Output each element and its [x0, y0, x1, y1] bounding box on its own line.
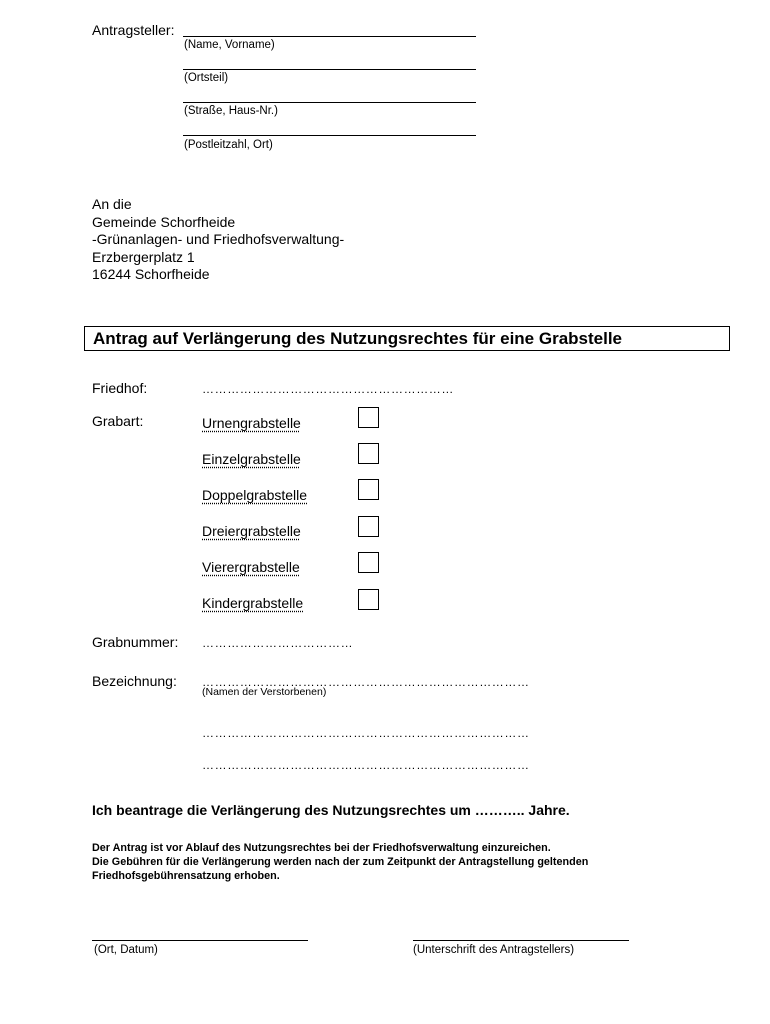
bezeichnung-hint: (Namen der Verstorbenen) [202, 686, 327, 698]
signature-line[interactable] [413, 940, 629, 941]
place-date-line[interactable] [92, 940, 308, 941]
friedhof-label: Friedhof: [92, 380, 148, 396]
recipient-line: Gemeinde Schorfheide [92, 213, 236, 230]
grabart-option-label: Einzelgrabstelle [202, 451, 301, 467]
note-line: Die Gebühren für die Verlängerung werden nach der zum Zeitpunkt der Antragstellung geltenden [92, 856, 589, 868]
bezeichnung-input-2[interactable]: …………………………………………………………………… [202, 726, 530, 740]
vierergrabstelle-checkbox[interactable] [358, 552, 379, 573]
grabart-option-kindergrabstelle [202, 595, 303, 611]
grabart-option-label: Urnengrabstelle [202, 415, 301, 431]
grabart-option-vierergrabstelle [202, 559, 300, 575]
einzelgrabstelle-checkbox[interactable] [358, 443, 379, 464]
grabnummer-label: Grabnummer: [92, 634, 179, 650]
postcode-field-line[interactable] [183, 135, 476, 136]
kindergrabstelle-checkbox[interactable] [358, 589, 379, 610]
grabart-option-dreiergrabstelle [202, 523, 301, 539]
doppelgrabstelle-checkbox[interactable] [358, 479, 379, 500]
title-box [84, 326, 730, 351]
street-field-line[interactable] [183, 102, 476, 103]
recipient-line: 16244 Schorfheide [92, 266, 210, 282]
notes [92, 841, 588, 883]
place-date-label: (Ort, Datum) [94, 944, 158, 956]
applicant-label: Antragsteller: [92, 22, 175, 38]
recipient-line: Erzbergerplatz 1 [92, 248, 195, 265]
signature-label: (Unterschrift des Antragstellers) [413, 944, 575, 956]
page-title: Antrag auf Verlängerung des Nutzungsrechtes für eine Grabstelle [93, 329, 623, 348]
grabart-option-label: Dreiergrabstelle [202, 523, 301, 539]
grabnummer-input[interactable]: ……………………………… [202, 636, 354, 650]
grabart-option-label: Kindergrabstelle [202, 595, 304, 611]
ortsteil-field-hint: (Ortsteil) [184, 72, 229, 84]
recipient-line: -Grünanlagen- und Friedhofsverwaltung- [92, 231, 345, 247]
ortsteil-field-line[interactable] [183, 69, 476, 70]
name-field-line[interactable] [183, 36, 476, 37]
renewal-statement: Ich beantrage die Verlängerung des Nutzungsrechtes um ……….. Jahre. [92, 802, 570, 818]
grabart-option-label: Vierergrabstelle [202, 559, 300, 575]
recipient-line: An die [92, 196, 132, 212]
recipient-address [92, 196, 344, 284]
note-line: Friedhofsgebührensatzung erhoben. [92, 870, 280, 882]
street-field-hint: (Straße, Haus-Nr.) [184, 105, 278, 117]
name-field-hint: (Name, Vorname) [184, 39, 275, 51]
grabart-option-doppelgrabstelle [202, 487, 307, 503]
postcode-field-hint: (Postleitzahl, Ort) [184, 139, 273, 151]
grabart-option-urnengrabstelle [202, 415, 301, 431]
urnengrabstelle-checkbox[interactable] [358, 407, 379, 428]
grabart-label: Grabart: [92, 413, 144, 429]
bezeichnung-label: Bezeichnung: [92, 673, 177, 689]
note-line: Der Antrag ist vor Ablauf des Nutzungsrechtes bei der Friedhofsverwaltung einzureichen. [92, 842, 551, 854]
bezeichnung-input-3[interactable]: …………………………………………………………………… [202, 758, 530, 772]
dreiergrabstelle-checkbox[interactable] [358, 516, 379, 537]
grabart-option-einzelgrabstelle [202, 451, 301, 467]
friedhof-input[interactable]: …………………………………………………… [202, 382, 454, 396]
bezeichnung-input-1[interactable]: …………………………………………………………………… [202, 675, 530, 689]
grabart-option-label: Doppelgrabstelle [202, 487, 308, 503]
